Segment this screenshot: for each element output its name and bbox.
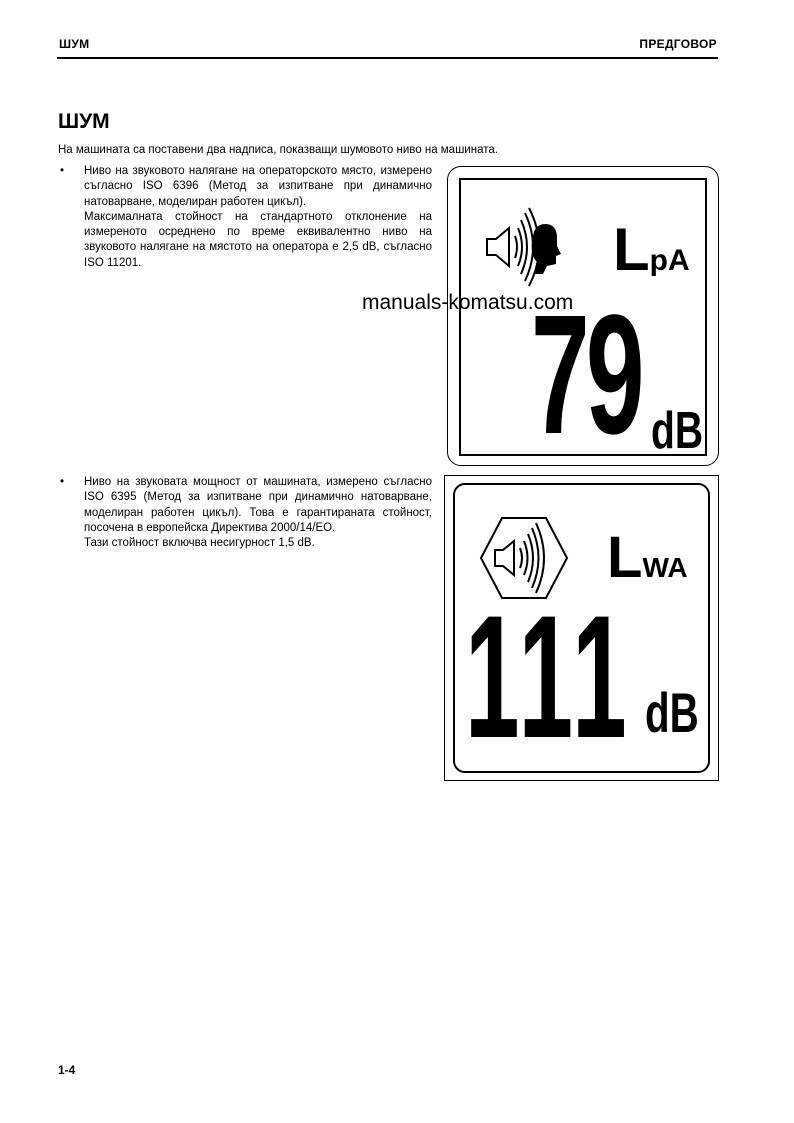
bullet-marker: • bbox=[60, 165, 65, 177]
bullet-marker: • bbox=[60, 476, 65, 488]
sound-pressure-unit: dB bbox=[651, 402, 703, 460]
bullet-paragraph: Максималната стойност на стандартното отклонение на измереното осреднено по време еквивалентно ниво на звуковото налягане на мястото на оператора е 2,5 dB, съгласно ISO 11201. bbox=[84, 210, 432, 269]
lwa-symbol: LWA bbox=[607, 525, 688, 590]
sound-power-unit: dB bbox=[645, 681, 699, 744]
header-section-title: ШУМ bbox=[59, 37, 90, 51]
speaker-operator-head-icon bbox=[485, 206, 567, 288]
bullet-item bbox=[60, 475, 432, 551]
sound-power-value: 111 bbox=[465, 580, 632, 775]
intro-text: На машината са поставени два надписа, показващи шумовото ниво на машината. bbox=[58, 144, 498, 156]
watermark[interactable]: manuals-komatsu.com bbox=[362, 291, 574, 314]
bullet-paragraph: Тази стойност включва несигурност 1,5 dB. bbox=[84, 537, 315, 550]
page-number: 1-4 bbox=[58, 1063, 76, 1077]
header-chapter-title: ПРЕДГОВОР bbox=[639, 37, 717, 51]
sound-power-label bbox=[444, 475, 719, 781]
lpa-symbol: LpA bbox=[613, 216, 690, 283]
bullet-paragraph: Ниво на звуковото налягане на операторското място, измерено съгласно ISO 6396 (Метод за изпитване при динамично натоварване, моделиран работен цикъл). bbox=[84, 165, 432, 208]
sound-pressure-label bbox=[447, 166, 719, 470]
bullet-paragraph: Ниво на звуковата мощност от машината, измерено съгласно ISO 6395 (Метод за изпитване при динамично натоварване, моделиран работен цикъл). Това е гарантираната стойност, посочена в европейска Директива 2000/14/ЕО. bbox=[84, 476, 432, 534]
sound-pressure-value: 79 bbox=[531, 280, 641, 470]
bullet-item bbox=[60, 164, 432, 271]
header-rule bbox=[57, 57, 718, 59]
page-title: ШУМ bbox=[58, 110, 110, 133]
